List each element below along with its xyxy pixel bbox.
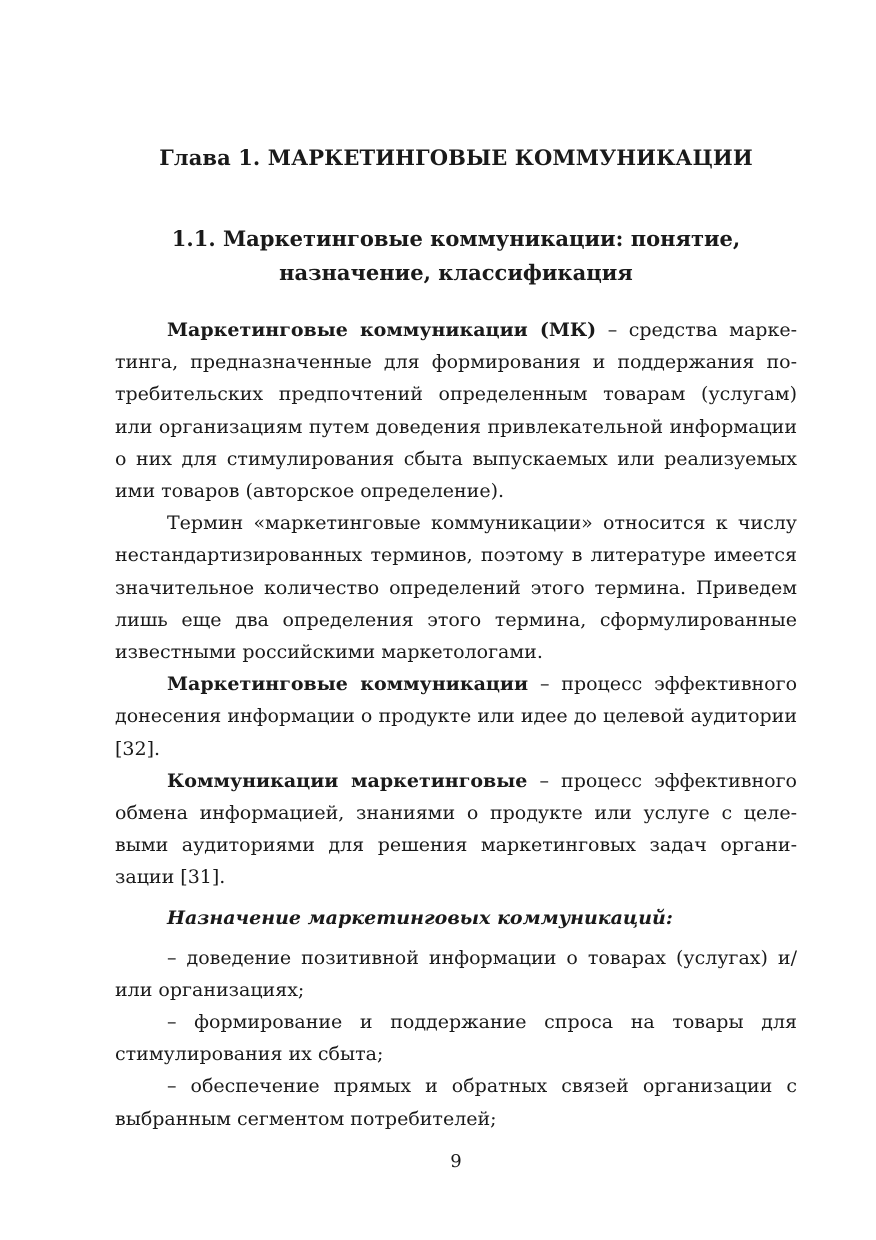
section-title bbox=[115, 222, 797, 290]
chapter-title: Глава 1. МАРКЕТИНГОВЫЕ КОММУНИКАЦИИ bbox=[159, 145, 753, 170]
section-title-line-1: 1.1. Маркетинговые коммуникации: понятие, bbox=[171, 226, 741, 251]
purpose-heading: Назначение маркетинговых коммуникаций: bbox=[167, 906, 673, 929]
document-page bbox=[115, 0, 797, 1240]
definition-mk-text: – средства маркетинга, предназначенные для формирования и поддержания потребительских предпочтений определенным товарам (услугам) или организациям путем доведения привлекательной информации о них для стимулирования сбыта выпускаемых или реализуемых ими товаров (авторское определение). bbox=[115, 319, 797, 503]
paragraph-term-note bbox=[115, 507, 797, 668]
purpose-list-item: – обеспечение прямых и обратных связей организации с выбранным сегментом потребителей; bbox=[115, 1075, 797, 1130]
body-text bbox=[115, 314, 797, 1135]
paragraph-definition-3 bbox=[115, 765, 797, 894]
term-communications-marketing: Коммуникации маркетинговые bbox=[167, 769, 528, 792]
page-number: 9 bbox=[450, 1151, 462, 1172]
paragraph-definition-2 bbox=[115, 668, 797, 765]
definition-2-text: – процесс эффективного донесения информации о продукте или идее до целевой аудитории [32]. bbox=[115, 673, 798, 760]
paragraph-definition-mk bbox=[115, 314, 797, 507]
purpose-list-item: – доведение позитивной информации о товарах (услугах) и/или организациях; bbox=[115, 946, 797, 1001]
term-mk: Маркетинговые коммуникации (МК) bbox=[167, 319, 597, 341]
term-note-text: Термин «маркетинговые коммуникации» относится к числу нестандартизированных терминов, поэтому в литературе имеется значительное количество определений этого термина. Приведем лишь еще два определения этого термина, сформулированные известными российскими маркетологами. bbox=[115, 512, 797, 664]
term-marketing-communications: Маркетинговые коммуникации bbox=[167, 673, 529, 696]
purpose-list-item: – формирование и поддержание спроса на товары для стимулирования их сбыта; bbox=[115, 1011, 797, 1066]
definition-3-text: – процесс эффективного обмена информацией, знаниями о продукте или услуге с целевыми аудиториями для решения маркетинговых задач организации [31]. bbox=[115, 769, 797, 889]
section-title-line-2: назначение, классификация bbox=[279, 260, 633, 285]
